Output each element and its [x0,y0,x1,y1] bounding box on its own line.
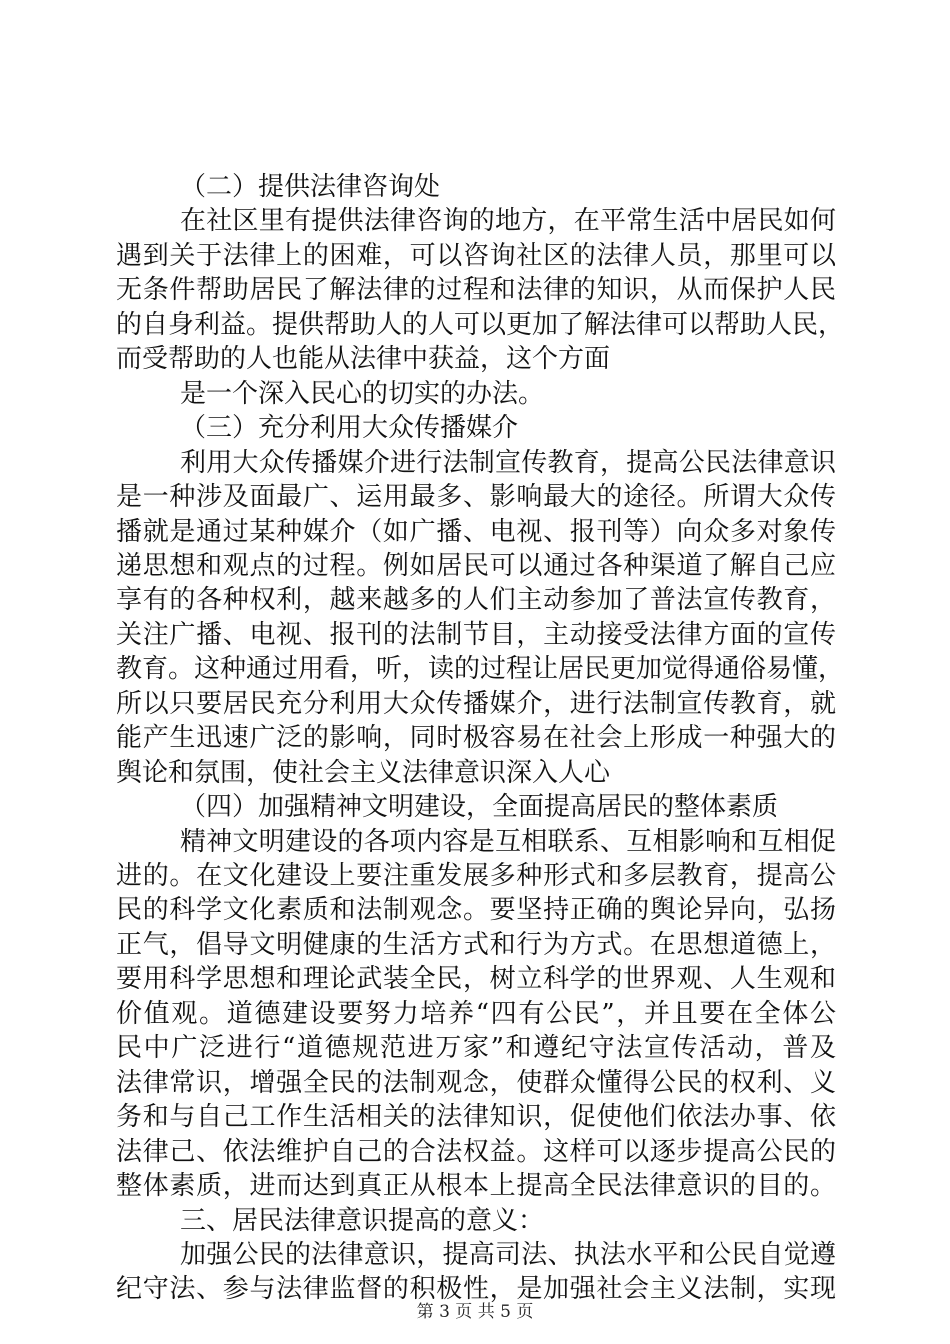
text-line: （四）加强精神文明建设，全面提高居民的整体素质 [180,792,779,822]
text-line: 法律己、依法维护自己的合法权益。这样可以逐步提高公民的 [116,1137,836,1167]
text-line: 关注广播、电视、报刊的法制节目，主动接受法律方面的宣传 [116,620,836,650]
text-line: 遇到关于法律上的困难，可以咨询社区的法律人员，那里可以 [116,241,836,271]
text-line: 精神文明建设的各项内容是互相联系、互相影响和互相促 [180,827,836,857]
text-line: （三）充分利用大众传播媒介 [180,413,519,443]
text-line: 递思想和观点的过程。例如居民可以通过各种渠道了解自己应 [116,551,836,581]
text-line: 是一个深入民心的切实的办法。 [180,379,545,409]
text-line: 进的。在文化建设上要注重发展多种形式和多层教育，提高公 [116,861,836,891]
text-line: 在社区里有提供法律咨询的地方，在平常生活中居民如何 [180,206,836,236]
text-line: 民的科学文化素质和法制观念。要坚持正确的舆论异向，弘扬 [116,895,836,925]
text-line: （二）提供法律咨询处 [180,172,441,202]
text-line: 所以只要居民充分利用大众传播媒介，进行法制宣传教育，就 [116,689,836,719]
text-line: 利用大众传播媒介进行法制宣传教育，提高公民法律意识 [180,448,836,478]
text-line: 能产生迅速广泛的影响，同时极容易在社会上形成一种强大的 [116,723,836,753]
text-line: 播就是通过某种媒介（如广播、电视、报刊等）向众多对象传 [116,517,836,547]
text-line: 整体素质，进而达到真正从根本上提高全民法律意识的目的。 [116,1171,836,1201]
text-line: 无条件帮助居民了解法律的过程和法律的知识，从而保护人民 [116,275,836,305]
text-line: 纪守法、参与法律监督的积极性，是加强社会主义法制，实现 [116,1274,836,1304]
page-footer: 第 3 页 共 5 页 [416,1302,534,1322]
text-line: 要用科学思想和理论武装全民，树立科学的世界观、人生观和 [116,964,836,994]
text-line: 正气，倡导文明健康的生活方式和行为方式。在思想道德上， [116,930,836,960]
text-line: 民中广泛进行“道德规范进万家”和遵纪守法宣传活动，普及 [116,1033,836,1063]
text-line: 的自身利益。提供帮助人的人可以更加了解法律可以帮助人民， [116,310,845,340]
text-line: 价值观。道德建设要努力培养“四有公民”，并且要在全体公 [116,999,836,1029]
text-line: 是一种涉及面最广、运用最多、影响最大的途径。所谓大众传 [116,482,836,512]
text-line: 加强公民的法律意识，提高司法、执法水平和公民自觉遵 [180,1240,836,1270]
text-line: 务和与自己工作生活相关的法律知识，促使他们依法办事、依 [116,1102,836,1132]
text-line: 而受帮助的人也能从法律中获益，这个方面 [116,344,611,374]
text-line: 舆论和氛围，使社会主义法律意识深入人心 [116,758,611,788]
text-line: 享有的各种权利，越来越多的人们主动参加了普法宣传教育， [116,585,836,615]
text-line: 教育。这种通过用看，听，读的过程让居民更加觉得通俗易懂， [116,654,845,684]
text-line: 三、居民法律意识提高的意义： [180,1206,545,1236]
text-line: 法律常识，增强全民的法制观念，使群众懂得公民的权利、义 [116,1068,836,1098]
